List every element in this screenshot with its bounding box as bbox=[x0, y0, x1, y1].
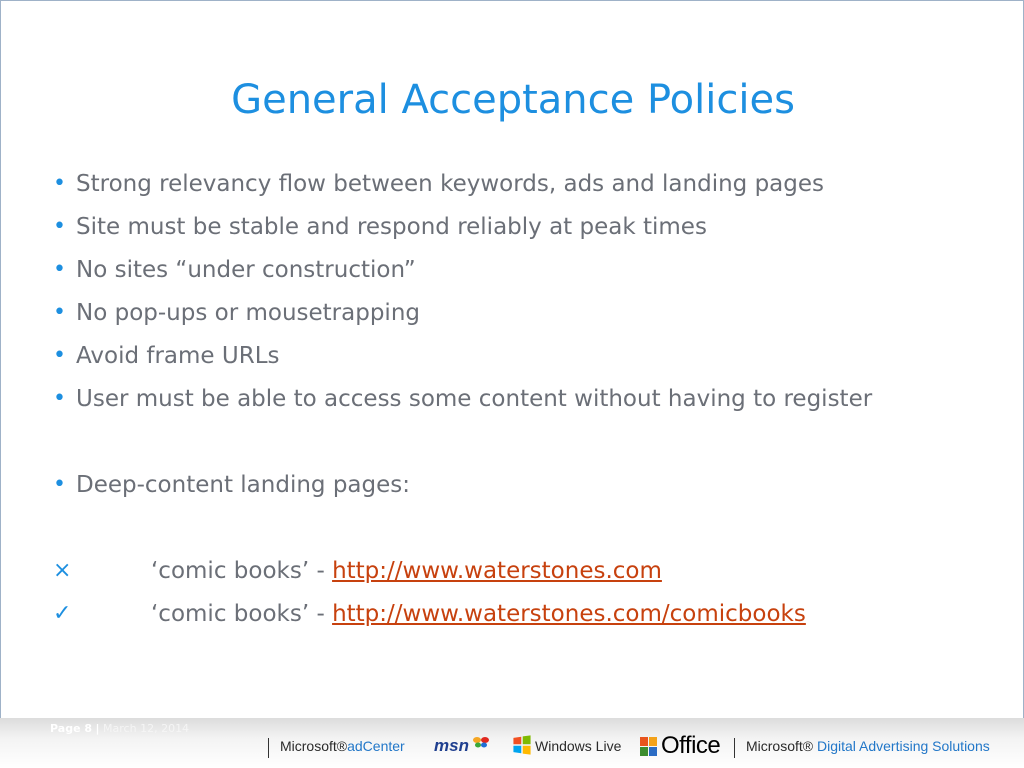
adcenter-logo-text: adCenter bbox=[347, 738, 405, 754]
example-good bbox=[53, 596, 1013, 639]
microsoft-das-logo bbox=[746, 738, 990, 754]
bullet-item bbox=[53, 338, 1013, 381]
bullet-dot: • bbox=[53, 343, 66, 368]
bullet-dot: • bbox=[53, 386, 66, 411]
spacer bbox=[53, 424, 1013, 467]
office-logo bbox=[640, 732, 720, 760]
logo-separator bbox=[268, 738, 269, 758]
das-logo-text: Digital Advertising Solutions bbox=[817, 738, 990, 754]
bullet-item bbox=[53, 252, 1013, 295]
microsoft-logo-text: Microsoft® bbox=[746, 738, 814, 754]
msn-logo-text: msn bbox=[434, 736, 469, 755]
footer-bar bbox=[0, 718, 1024, 768]
example-text bbox=[151, 553, 662, 589]
msn-logo bbox=[434, 735, 489, 756]
bullet-item bbox=[53, 209, 1013, 252]
bullet-text: User must be able to access some content without having to register bbox=[76, 386, 873, 412]
example-text bbox=[151, 596, 806, 632]
bullet-item-deep-content bbox=[53, 467, 1013, 510]
adcenter-logo-prefix: Microsoft® bbox=[280, 738, 348, 754]
bullet-dot: • bbox=[53, 171, 66, 196]
slide-date: March 12, 2014 bbox=[103, 722, 190, 735]
bullet-list bbox=[53, 166, 1013, 639]
bullet-dot: • bbox=[53, 472, 66, 497]
butterfly-icon bbox=[473, 735, 489, 749]
windows-live-logo-text: Windows Live bbox=[535, 738, 622, 754]
windows-live-logo bbox=[512, 735, 621, 755]
bullet-item bbox=[53, 381, 1013, 424]
windows-flag-icon bbox=[512, 735, 532, 755]
bullet-dot: • bbox=[53, 257, 66, 282]
cross-icon: × bbox=[53, 558, 72, 583]
bullet-dot: • bbox=[53, 214, 66, 239]
example-label: ‘comic books’ - bbox=[151, 558, 333, 584]
bullet-text: Strong relevancy flow between keywords, ads and landing pages bbox=[76, 171, 825, 197]
office-logo-text: Office bbox=[661, 732, 721, 759]
page-divider: | bbox=[95, 722, 100, 735]
example-link[interactable]: http://www.waterstones.com bbox=[332, 558, 662, 584]
office-icon bbox=[640, 737, 658, 757]
spacer bbox=[53, 510, 1013, 553]
bullet-text: Deep-content landing pages: bbox=[76, 472, 410, 498]
bullet-item bbox=[53, 166, 1013, 209]
bullet-dot: • bbox=[53, 300, 66, 325]
bullet-item bbox=[53, 295, 1013, 338]
example-link[interactable]: http://www.waterstones.com/comicbooks bbox=[332, 601, 806, 627]
adcenter-logo bbox=[280, 738, 405, 754]
example-label: ‘comic books’ - bbox=[151, 601, 333, 627]
check-icon: ✓ bbox=[53, 601, 72, 626]
logo-separator bbox=[734, 738, 735, 758]
page-number: Page 8 bbox=[50, 722, 93, 735]
example-bad bbox=[53, 553, 1013, 596]
bullet-text: No sites “under construction” bbox=[76, 257, 416, 283]
bullet-text: No pop-ups or mousetrapping bbox=[76, 300, 420, 326]
page-info bbox=[50, 722, 189, 735]
slide-title: General Acceptance Policies bbox=[231, 77, 795, 123]
bullet-text: Site must be stable and respond reliably at peak times bbox=[76, 214, 707, 240]
bullet-text: Avoid frame URLs bbox=[76, 343, 280, 369]
